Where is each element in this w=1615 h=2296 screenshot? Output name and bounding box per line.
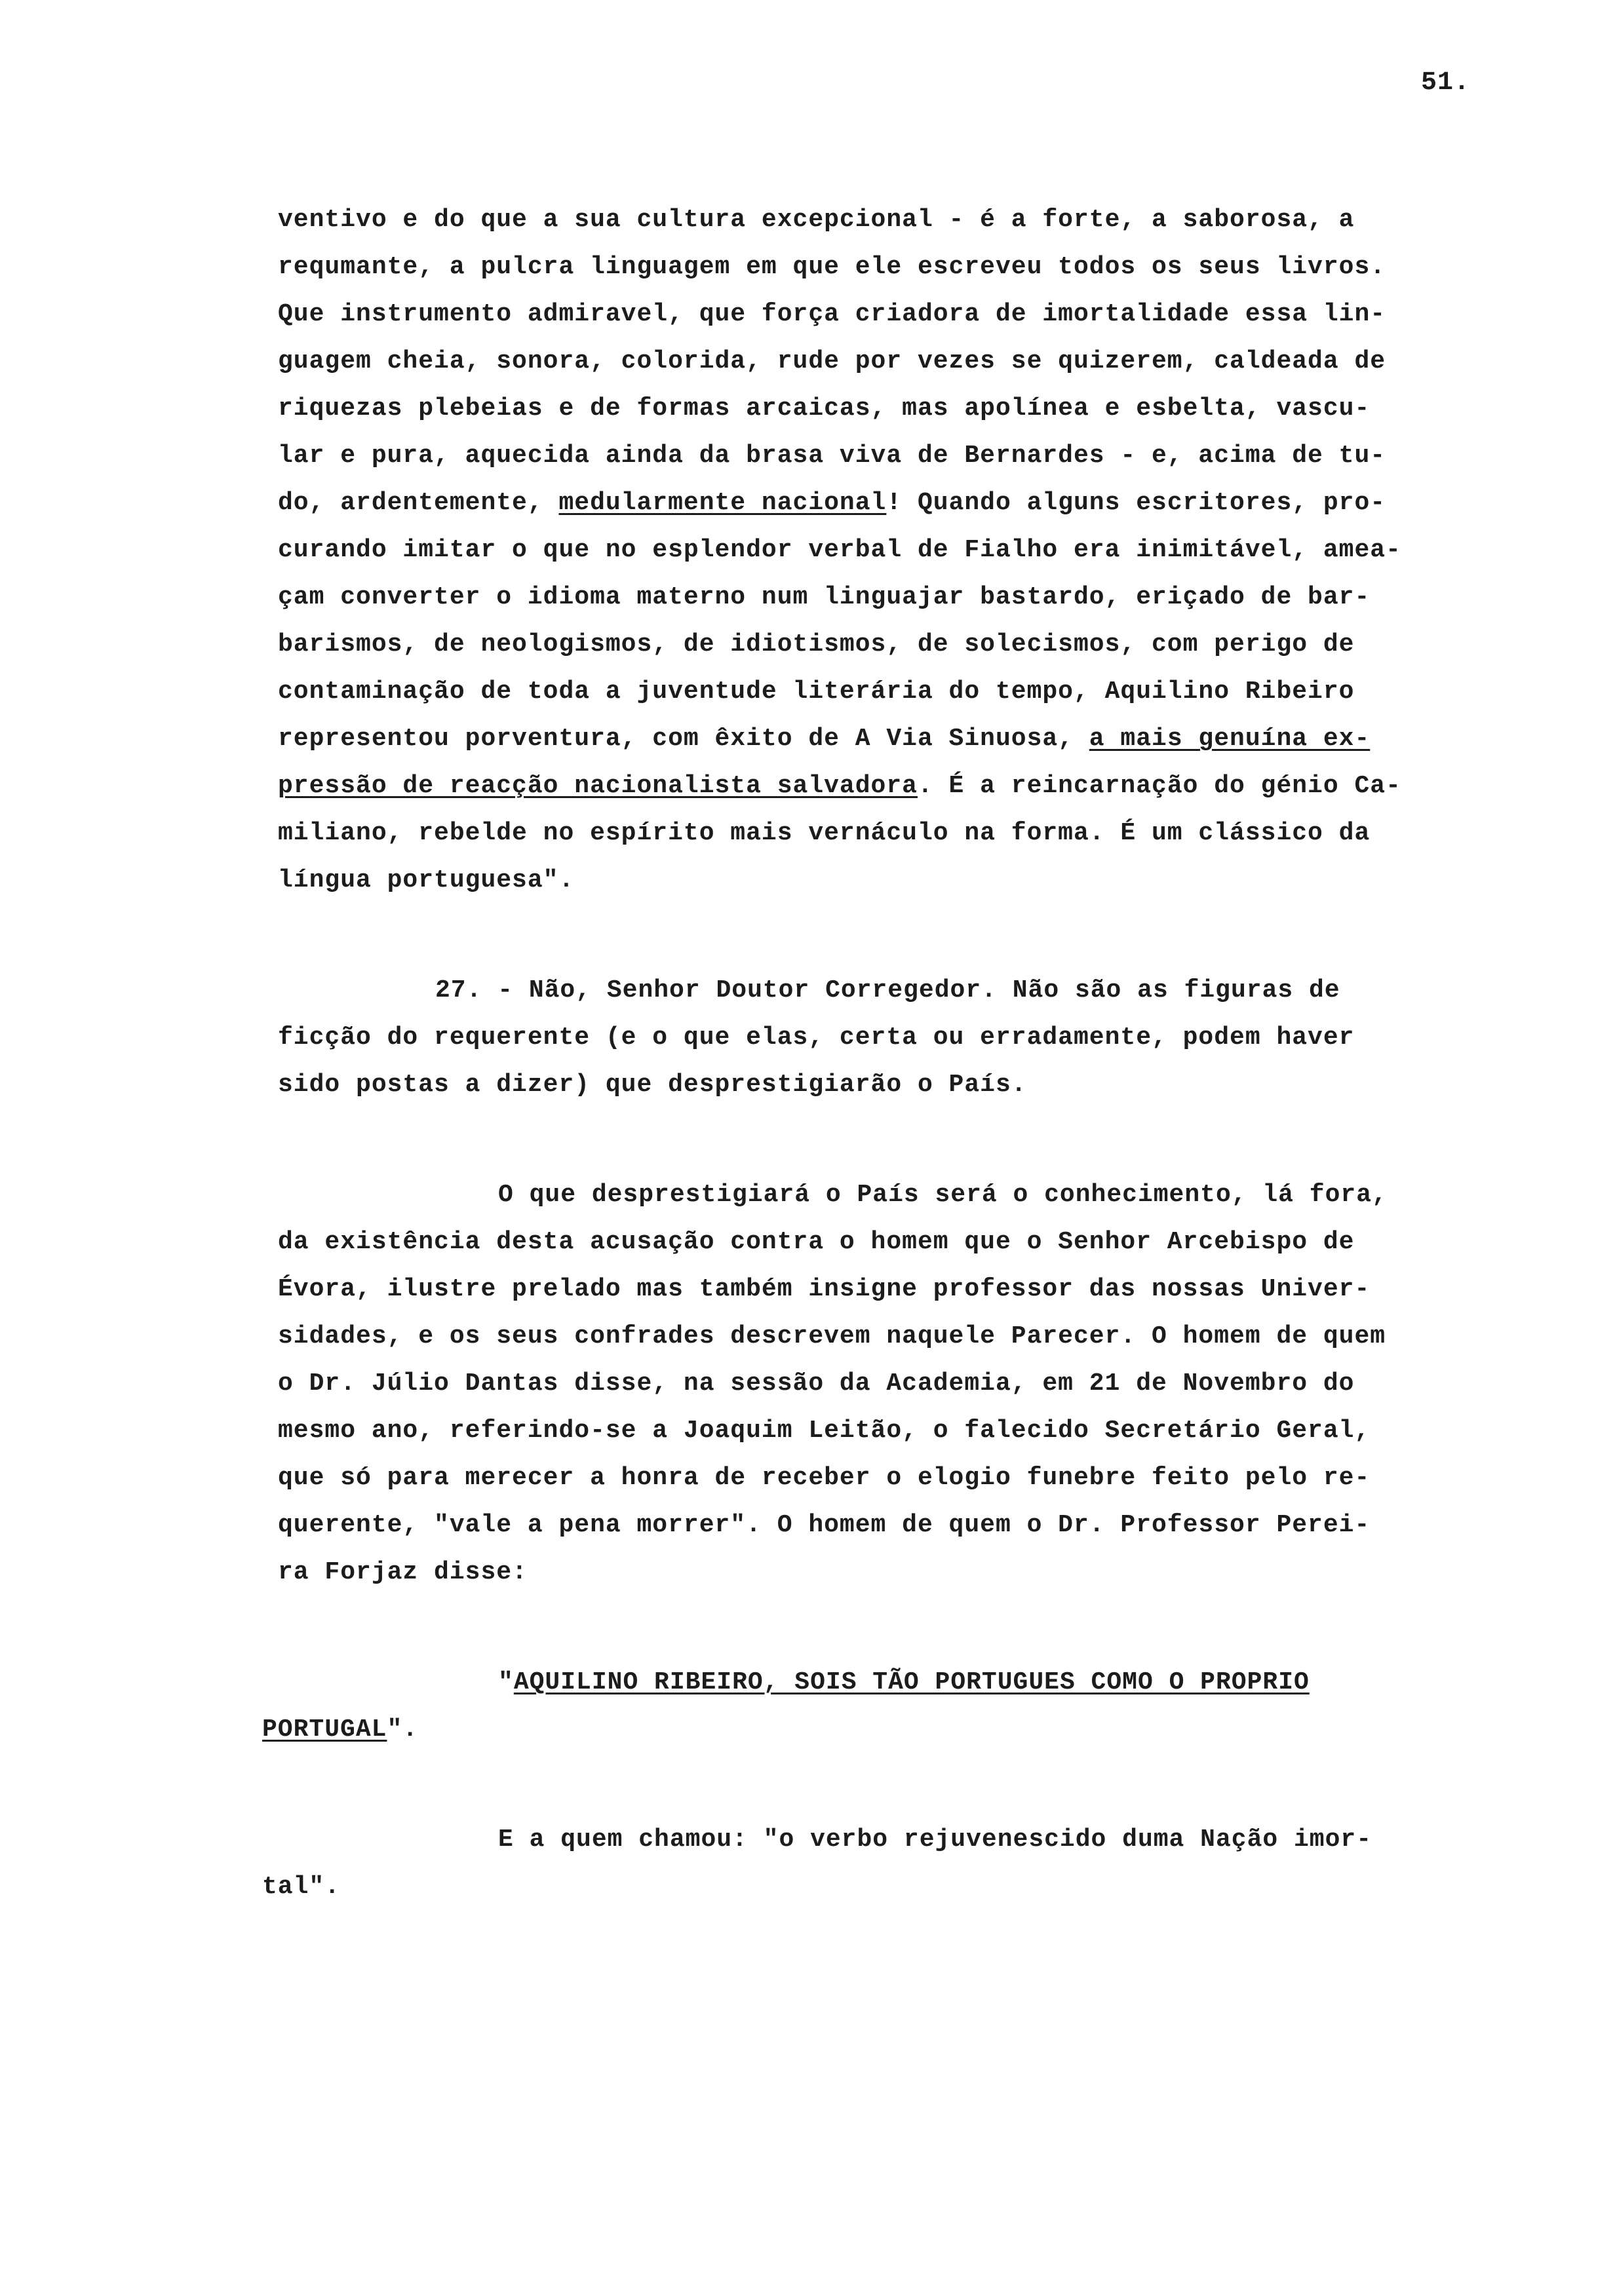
text-segment: representou porventura, com êxito de A Via Sinuosa, [278,725,1089,753]
text-line: Que instrumento admiravel, que força criadora de imortalidade essa lin- [278,300,1386,328]
text-segment: ! Quando alguns escritores, pro- [886,489,1386,517]
underlined-phrase: pressão de reacção nacionalista salvadora [278,772,918,800]
text-line: contaminação de toda a juventude literária do tempo, Aquilino Ribeiro [278,678,1355,706]
text-line: E a quem chamou: "o verbo rejuvenescido duma Nação imor- [498,1826,1372,1854]
underlined-quote: AQUILINO RIBEIRO, SOIS TÃO PORTUGUES COMO O PROPRIO [513,1668,1310,1696]
text-line: mesmo ano, referindo-se a Joaquim Leitão, o falecido Secretário Geral, [278,1417,1371,1445]
text-line: que só para merecer a honra de receber o elogio funebre feito pelo re- [278,1464,1371,1492]
text-line: ra Forjaz disse: [278,1558,528,1586]
text-segment: . É a reincarnação do génio Ca- [917,772,1401,800]
text-line [278,488,1386,519]
text-line: sidades, e os seus confrades descrevem naquele Parecer. O homem de quem [278,1322,1386,1350]
text-segment: " [498,1668,514,1696]
text-line: 27. - Não, Senhor Doutor Corregedor. Não são as figuras de [435,976,1340,1004]
text-line: riquezas plebeias e de formas arcaicas, mas apolínea e esbelta, vascu- [278,394,1371,423]
text-line: requmante, a pulcra linguagem em que ele escreveu todos os seus livros. [278,253,1386,281]
text-line: ventivo e do que a sua cultura excepcional - é a forte, a saborosa, a [278,206,1355,234]
text-line: querente, "vale a pena morrer". O homem de quem o Dr. Professor Perei- [278,1511,1371,1539]
text-segment: do, ardentemente, [278,489,559,517]
text-line: Évora, ilustre prelado mas também insigne professor das nossas Univer- [278,1275,1371,1303]
text-line: tal". [262,1873,341,1901]
text-line [278,771,1401,802]
text-line: ficção do requerente (e o que elas, certa ou erradamente, podem haver [278,1024,1355,1052]
text-line: da existência desta acusação contra o homem que o Senhor Arcebispo de [278,1228,1355,1256]
quote-line [262,1714,418,1746]
text-line: lar e pura, aquecida ainda da brasa viva de Bernardes - e, acima de tu- [278,442,1386,470]
text-segment: ". [387,1715,419,1744]
quote-line [498,1667,1310,1698]
text-line: O que desprestigiará o País será o conhecimento, lá fora, [498,1181,1388,1209]
text-line: língua portuguesa". [278,866,575,894]
page-number: 51. [1421,68,1471,98]
underlined-phrase: a mais genuína ex- [1089,725,1371,753]
underlined-quote: PORTUGAL [262,1715,387,1744]
text-line: curando imitar o que no esplendor verbal de Fialho era inimitável, amea- [278,536,1401,564]
text-line: sido postas a dizer) que desprestigiarão o País. [278,1071,1027,1099]
text-line: çam converter o idioma materno num linguajar bastardo, eriçado de bar- [278,583,1371,611]
text-line: o Dr. Júlio Dantas disse, na sessão da Academia, em 21 de Novembro do [278,1369,1355,1398]
text-line: barismos, de neologismos, de idiotismos, de solecismos, com perigo de [278,630,1355,659]
text-line [278,723,1370,755]
text-line: guagem cheia, sonora, colorida, rude por vezes se quizerem, caldeada de [278,347,1386,375]
text-line: miliano, rebelde no espírito mais vernáculo na forma. É um clássico da [278,819,1371,847]
underlined-phrase: medularmente nacional [558,489,887,517]
